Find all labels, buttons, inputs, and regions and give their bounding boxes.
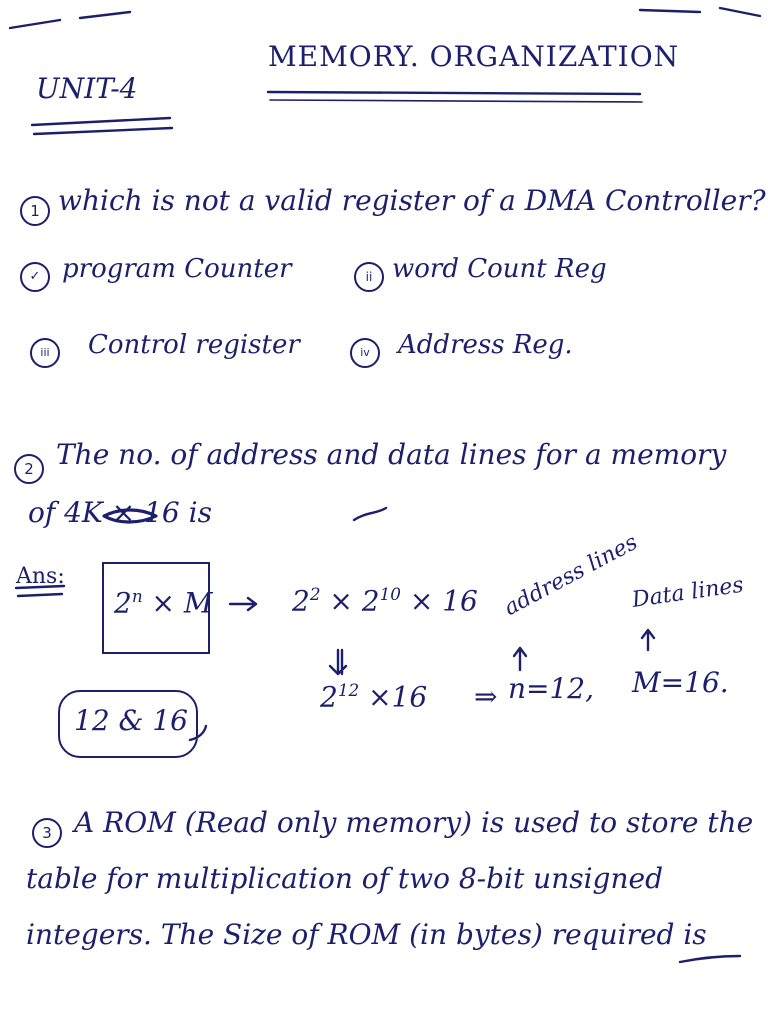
q3-number: 3 — [32, 818, 62, 848]
q1-opt4-marker: iv — [350, 338, 380, 368]
q2-text-line1: The no. of address and data lines for a memory — [56, 438, 727, 471]
m-value: M=16. — [632, 666, 729, 699]
q1-opt2-marker: ii — [354, 262, 384, 292]
q1-text: which is not a valid register of a DMA Controller? — [58, 184, 766, 217]
n-value: n=12, — [508, 672, 595, 705]
q1-opt1-text: program Counter — [62, 254, 292, 284]
q2-number: 2 — [14, 454, 44, 484]
unit-label: UNIT-4 — [36, 72, 138, 105]
q3-text-line2: table for multiplication of two 8-bit unsigned — [26, 862, 663, 895]
answer-label: Ans: — [16, 564, 65, 589]
q1-opt1-marker: ✓ — [20, 262, 50, 292]
data-lines-note: Data lines — [630, 572, 746, 613]
address-lines-note: address lines — [500, 529, 642, 621]
q1-opt3-text: Control register — [88, 330, 300, 360]
page-title: MEMORY. ORGANIZATION — [268, 40, 680, 73]
q3-text-line3: integers. The Size of ROM (in bytes) required is — [26, 918, 707, 951]
step-powers: $2^2 \times 2^{10} \times 16$ — [292, 584, 478, 618]
answer-value: 12 & 16 — [74, 704, 188, 737]
formula-text: 2$^n$ × M — [114, 586, 213, 620]
step-result: $2^{12} \times 16$ — [320, 680, 428, 714]
q2-text-line2: of 4K × 16 is — [28, 496, 212, 529]
q1-opt4-text: Address Reg. — [398, 330, 573, 360]
implies-symbol: ⇒ — [474, 680, 498, 713]
q1-opt2-text: word Count Reg — [392, 254, 607, 284]
q1-number: 1 — [20, 196, 50, 226]
q3-text-line1: A ROM (Read only memory) is used to store the — [74, 806, 754, 839]
q1-opt3-marker: iii — [30, 338, 60, 368]
